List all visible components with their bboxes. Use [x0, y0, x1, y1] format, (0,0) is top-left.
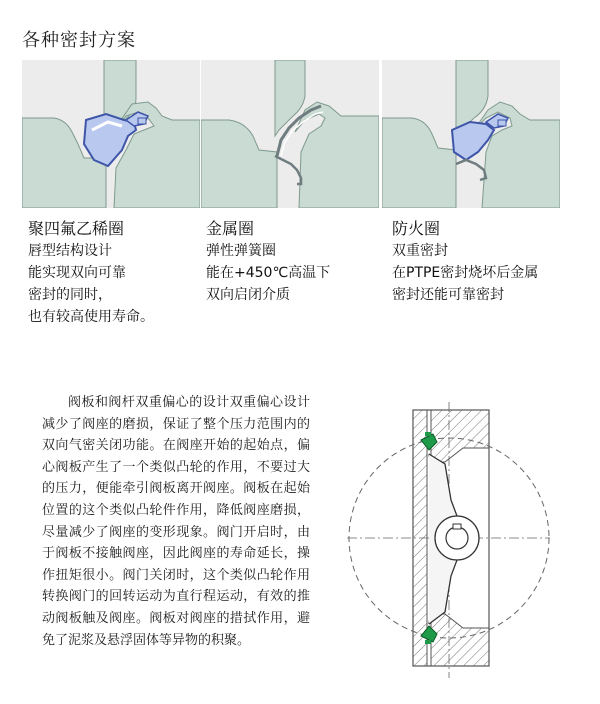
seal-feature-line: 密封的同时， — [28, 287, 112, 303]
ptfe-seal-caption — [28, 218, 228, 328]
seal-feature-line: 能实现双向可靠 — [28, 265, 126, 281]
seal-feature-line: 密封还能可靠密封 — [392, 287, 504, 303]
metal-seal-illustration — [201, 60, 379, 208]
seal-title: 防火圈 — [392, 219, 441, 238]
seal-feature-line: 也有较高使用寿命。 — [28, 309, 154, 325]
ptfe-seal-illustration — [22, 60, 200, 208]
valve-cross-section-diagram — [345, 388, 555, 688]
seal-feature-line: 在PTPE密封烧坏后金属 — [392, 265, 539, 281]
seal-feature-line: 双向启闭介质 — [206, 287, 290, 303]
seal-title: 聚四氟乙稀圈 — [28, 219, 125, 238]
seal-feature-line: 唇型结构设计 — [28, 243, 112, 259]
fireproof-seal-caption — [392, 218, 592, 306]
seal-title: 金属圈 — [206, 219, 255, 238]
page-title: 各种密封方案 — [22, 30, 136, 51]
seal-feature-line: 双重密封 — [392, 243, 448, 259]
metal-seal-caption — [206, 218, 406, 306]
double-eccentric-description: 阀板和阀杆双重偏心的设计双重偏心设计减少了阀座的磨损，保证了整个压力范围内的双向气密关闭功能。在阀座开始的起始点，偏心阀板产生了一个类似凸轮的作用，不要过大的压力，便能牵引阀板离开阀座。阀板在起始位置的这个类似凸轮件作用，降低阀座磨损，尽量减少了阀座的变形现象。阀门开启时，由于阀板不接触阀座，因此阀座的寿命延长，操作扭矩很小。阀门关闭时，这个类似凸轮作用转换阀门的回转运动为直行程运动，有效的推动阀板触及阀座。阀板对阀座的措拭作用，避免了泥浆及悬浮固体等异物的积聚。 — [42, 395, 310, 648]
fireproof-seal-illustration — [382, 60, 560, 208]
seal-feature-line: 能在+450℃高温下 — [206, 265, 331, 281]
seal-feature-line: 弹性弹簧圈 — [206, 243, 276, 259]
